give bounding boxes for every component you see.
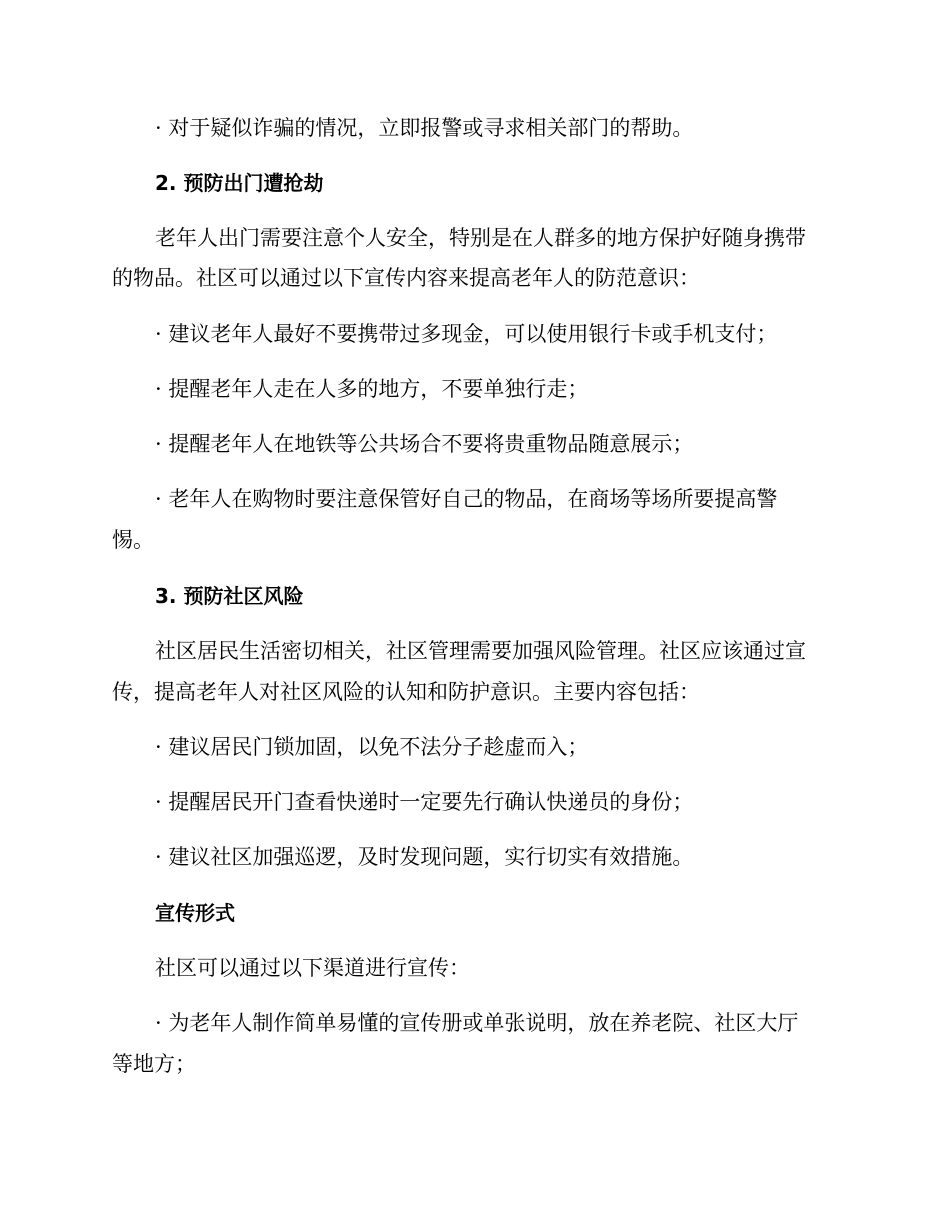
para-community-line1: 社区居民生活密切相关，社区管理需要加强风险管理。社区应该通过宣 [155, 639, 806, 663]
bullet-fraud-report: · 对于疑似诈骗的情况，立即报警或寻求相关部门的帮助。 [155, 116, 694, 140]
heading-robbery: 2. 预防出门遭抢劫 [155, 171, 324, 195]
bullet-brochure-line1: · 为老年人制作简单易懂的宣传册或单张说明，放在养老院、社区大厅 [155, 1011, 799, 1035]
bullet-lock: · 建议居民门锁加固，以免不法分子趁虚而入； [155, 735, 589, 759]
heading-community: 3. 预防社区风险 [155, 584, 304, 608]
bullet-delivery: · 提醒居民开门查看快递时一定要先行确认快递员的身份； [155, 790, 694, 814]
bullet-brochure-line2: 等地方； [112, 1052, 196, 1076]
bullet-shopping-line2: 惕。 [112, 528, 154, 552]
para-robbery-line2: 的物品。社区可以通过以下宣传内容来提高老年人的防范意识： [112, 266, 700, 290]
bullet-subway: · 提醒老年人在地铁等公共场合不要将贵重物品随意展示； [155, 432, 694, 456]
heading-publicity: 宣传形式 [155, 901, 235, 925]
para-robbery-line1: 老年人出门需要注意个人安全，特别是在人群多的地方保护好随身携带 [155, 226, 806, 250]
bullet-patrol: · 建议社区加强巡逻，及时发现问题，实行切实有效措施。 [155, 845, 694, 869]
para-community-line2: 传，提高老年人对社区风险的认知和防护意识。主要内容包括： [112, 680, 700, 704]
bullet-cash: · 建议老年人最好不要携带过多现金，可以使用银行卡或手机支付； [155, 322, 778, 346]
para-channels: 社区可以通过以下渠道进行宣传： [155, 956, 470, 980]
bullet-shopping-line1: · 老年人在购物时要注意保管好自己的物品，在商场等场所要提高警 [155, 487, 778, 511]
bullet-crowd: · 提醒老年人走在人多的地方，不要单独行走； [155, 377, 589, 401]
